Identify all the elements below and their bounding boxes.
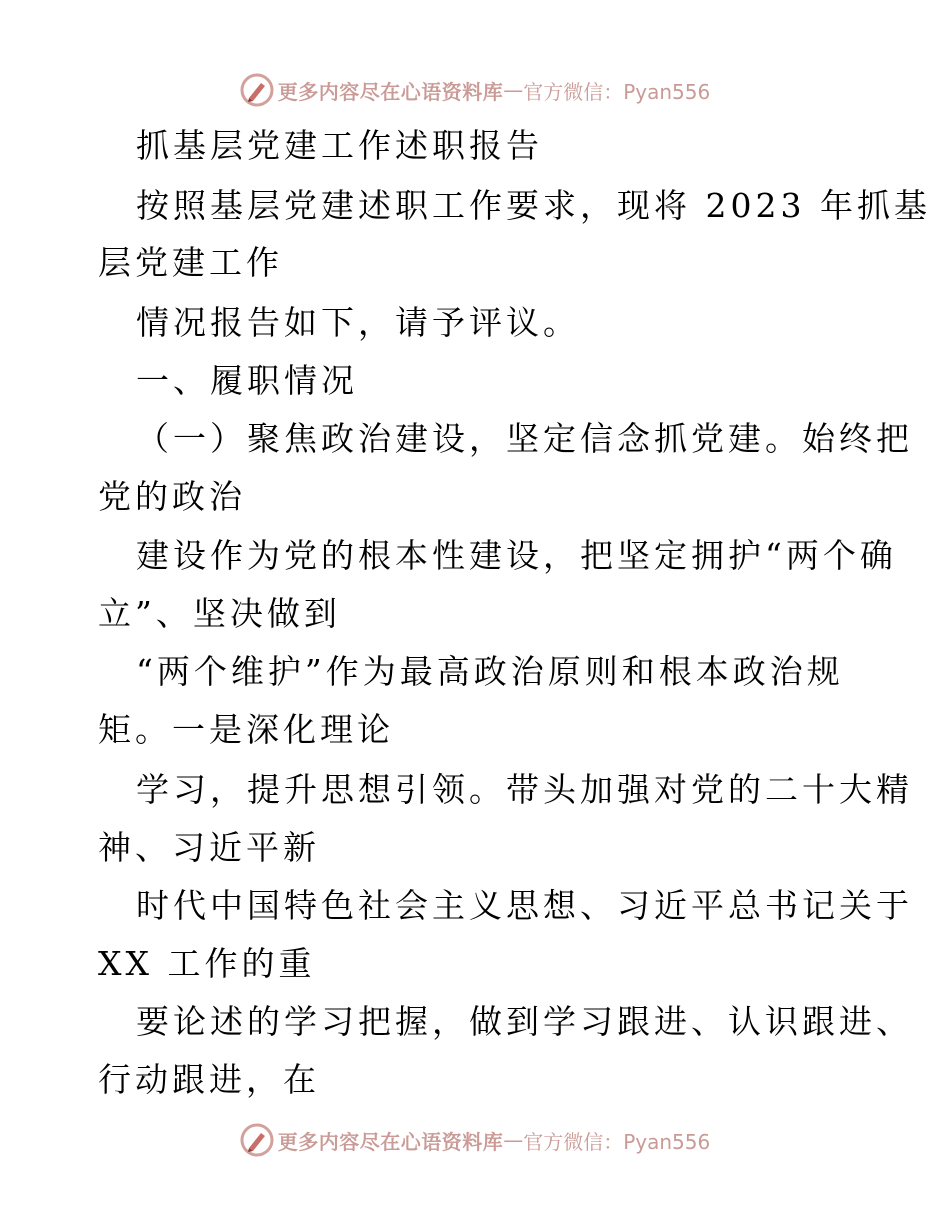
paragraph-line: 矩。一是深化理论	[98, 710, 394, 749]
pen-logo-icon	[240, 73, 274, 107]
watermark-main-text: 更多内容尽在心语资料库	[277, 1129, 504, 1154]
paragraph-line: 情况报告如下，请予评议。	[136, 303, 580, 342]
watermark-main-text: 更多内容尽在心语资料库	[277, 79, 504, 104]
footer-watermark	[0, 1120, 950, 1160]
section-heading: 一、履职情况	[136, 361, 358, 400]
watermark-dash: —	[503, 78, 524, 102]
paragraph-line: 立”、坚决做到	[98, 594, 341, 633]
paragraph-line: 学习，提升思想引领。带头加强对党的二十大精	[136, 770, 913, 809]
pen-logo-icon	[240, 1123, 274, 1157]
paragraph-line: 建设作为党的根本性建设，把坚定拥护“两个确	[136, 536, 897, 575]
watermark-wechat-text: 官方微信：Pyan556	[523, 79, 711, 104]
paragraph-line: XX 工作的重	[98, 944, 316, 983]
paragraph-line: 党的政治	[98, 477, 246, 516]
doc-title: 抓基层党建工作述职报告	[136, 126, 543, 165]
subsection-heading-line: （一）聚焦政治建设，坚定信念抓党建。始终把	[136, 419, 913, 458]
paragraph-line: 层党建工作	[98, 243, 283, 282]
paragraph-line: 神、习近平新	[98, 828, 320, 867]
header-watermark	[0, 70, 950, 110]
paragraph-line: “两个维护”作为最高政治原则和根本政治规	[136, 652, 844, 691]
paragraph-line: 按照基层党建述职工作要求，现将 2023 年抓基	[136, 186, 931, 225]
watermark-dash: —	[503, 1128, 524, 1152]
paragraph-line: 行动跟进，在	[98, 1060, 320, 1099]
watermark-wechat-text: 官方微信：Pyan556	[523, 1129, 711, 1154]
paragraph-line: 时代中国特色社会主义思想、习近平总书记关于	[136, 886, 913, 925]
paragraph-line: 要论述的学习把握，做到学习跟进、认识跟进、	[136, 1002, 913, 1041]
